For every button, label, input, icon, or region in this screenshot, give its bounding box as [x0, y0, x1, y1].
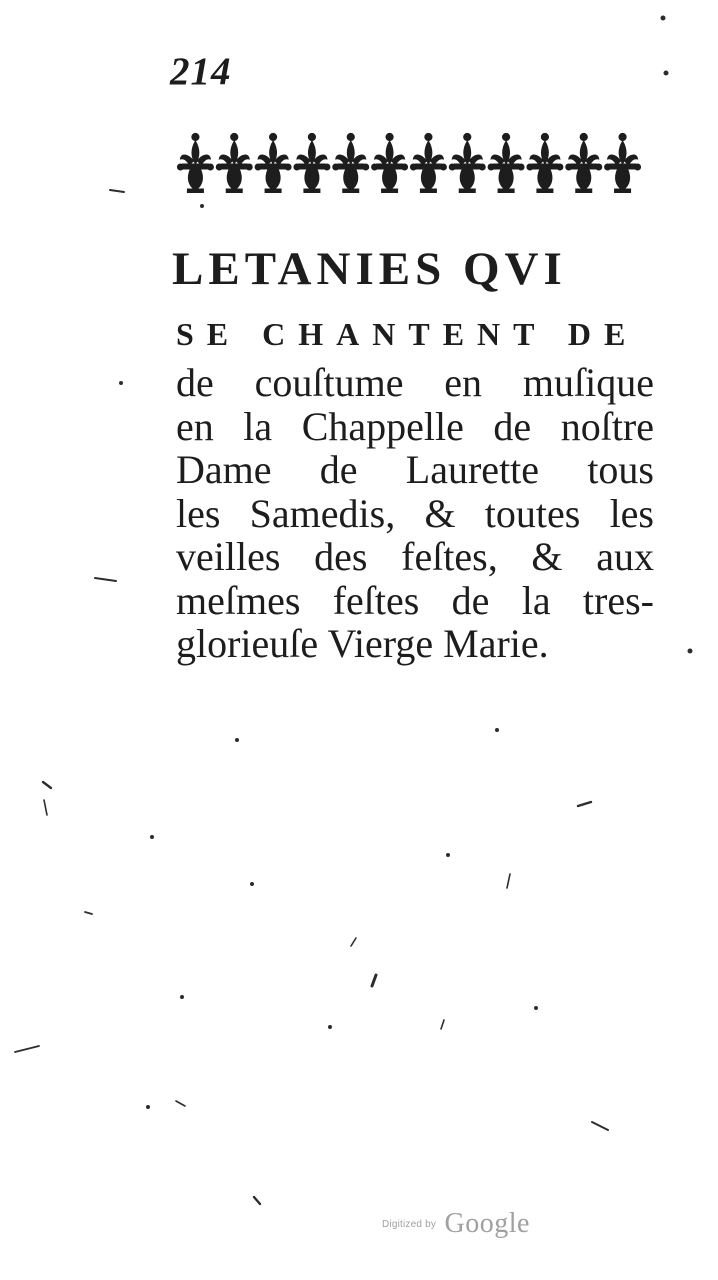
- body-line: meſmes feſtes de la tres-: [176, 577, 654, 623]
- fleuron-base: [304, 189, 320, 193]
- fleur-de-lis-icon: [333, 133, 369, 192]
- fleuron-band: [221, 164, 247, 169]
- fleuron-knob: [425, 133, 432, 140]
- fleuron-base: [576, 189, 592, 193]
- body-line: les Samedis, & toutes les: [176, 490, 654, 536]
- fleuron-right-curl: [402, 164, 408, 170]
- digitized-watermark: [382, 1208, 530, 1240]
- fleuron-foot: [538, 169, 552, 190]
- fleuron-right-curl: [635, 164, 641, 170]
- fleuron-band: [260, 164, 286, 169]
- fleuron-row: [176, 128, 642, 204]
- fleuron-left-curl: [216, 164, 222, 170]
- fleuron-knob: [347, 133, 354, 140]
- fleuron-right-curl: [207, 164, 213, 170]
- fleuron-base: [187, 189, 203, 193]
- fleuron-left-curl: [255, 164, 261, 170]
- fleuron-left-curl: [177, 164, 183, 170]
- fleuron-base: [420, 189, 436, 193]
- fleuron-band: [571, 164, 597, 169]
- fleuron-left-curl: [488, 164, 494, 170]
- fleur-de-lis-icon: [488, 133, 524, 192]
- fleur-de-lis-icon: [255, 133, 291, 192]
- body-line: en la Chappelle de noſtre: [176, 403, 654, 449]
- body-line: glorieuſe Vierge Marie.: [176, 621, 549, 666]
- fleuron-right-curl: [518, 164, 524, 170]
- fleuron-left-curl: [294, 164, 300, 170]
- fleur-de-lis-icon: [410, 133, 446, 192]
- fleuron-knob: [464, 133, 471, 140]
- page-number: 214: [170, 50, 232, 93]
- fleuron-base: [459, 189, 475, 193]
- fleuron-right-curl: [479, 164, 485, 170]
- body-line: Dame de Laurette tous: [176, 447, 654, 492]
- fleuron-band: [610, 164, 636, 169]
- fleuron-right-curl: [596, 164, 602, 170]
- fleuron-right-curl: [324, 164, 330, 170]
- fleuron-band: [182, 164, 208, 169]
- fleuron-base: [265, 189, 281, 193]
- fleur-de-lis-icon: [177, 133, 213, 192]
- fleuron-foot: [344, 169, 358, 190]
- fleuron-foot: [616, 169, 630, 190]
- fleuron-left-curl: [372, 164, 378, 170]
- fleuron-foot: [266, 169, 280, 190]
- fleuron-foot: [188, 169, 202, 190]
- fleuron-knob: [269, 133, 276, 140]
- fleuron-right-curl: [285, 164, 291, 170]
- body-text: [176, 361, 654, 666]
- fleuron-left-curl: [410, 164, 416, 170]
- fleuron-foot: [227, 169, 241, 190]
- fleuron-knob: [386, 133, 393, 140]
- fleuron-knob: [580, 133, 587, 140]
- fleuron-base: [615, 189, 631, 193]
- fleur-de-lis-icon: [566, 133, 602, 192]
- fleuron-band: [493, 164, 519, 169]
- fleuron-knob: [619, 133, 626, 140]
- fleuron-left-curl: [566, 164, 572, 170]
- fleuron-base: [226, 189, 242, 193]
- fleuron-right-curl: [363, 164, 369, 170]
- fleuron-knob: [231, 133, 238, 140]
- fleur-de-lis-icon: [372, 133, 408, 192]
- body-line: veilles des feſtes, & aux: [176, 534, 654, 579]
- fleuron-right-curl: [440, 164, 446, 170]
- fleuron-base: [343, 189, 359, 193]
- fleuron-knob: [192, 133, 199, 140]
- title-line-2: SE CHANTENT DE: [176, 316, 639, 352]
- fleuron-foot: [577, 169, 591, 190]
- fleuron-base: [498, 189, 514, 193]
- fleuron-right-curl: [246, 164, 252, 170]
- fleuron-knob: [308, 133, 315, 140]
- fleuron-band: [338, 164, 364, 169]
- fleuron-foot: [460, 169, 474, 190]
- fleuron-band: [415, 164, 441, 169]
- fleur-de-lis-icon: [605, 133, 641, 192]
- fleuron-foot: [421, 169, 435, 190]
- fleuron-foot: [383, 169, 397, 190]
- fleuron-band: [454, 164, 480, 169]
- google-logo: Google: [444, 1208, 530, 1239]
- fleuron-left-curl: [527, 164, 533, 170]
- fleuron-left-curl: [449, 164, 455, 170]
- fleuron-left-curl: [333, 164, 339, 170]
- body-line: de couſtume en muſique: [176, 360, 654, 405]
- fleur-de-lis-icon: [216, 133, 252, 192]
- fleur-de-lis-icon: [449, 133, 485, 192]
- title-line-1: LETANIES QVI: [172, 243, 567, 295]
- fleuron-base: [382, 189, 398, 193]
- fleuron-band: [532, 164, 558, 169]
- fleuron-left-curl: [605, 164, 611, 170]
- ornament-band: [176, 128, 642, 204]
- fleuron-band: [299, 164, 325, 169]
- fleur-de-lis-icon: [294, 133, 330, 192]
- fleuron-knob: [502, 133, 509, 140]
- fleuron-right-curl: [557, 164, 563, 170]
- fleuron-base: [537, 189, 553, 193]
- fleuron-knob: [541, 133, 548, 140]
- fleur-de-lis-icon: [527, 133, 563, 192]
- fleuron-foot: [499, 169, 513, 190]
- fleuron-band: [377, 164, 403, 169]
- fleuron-foot: [305, 169, 319, 190]
- watermark-digitized-text: Digitized by: [382, 1218, 437, 1230]
